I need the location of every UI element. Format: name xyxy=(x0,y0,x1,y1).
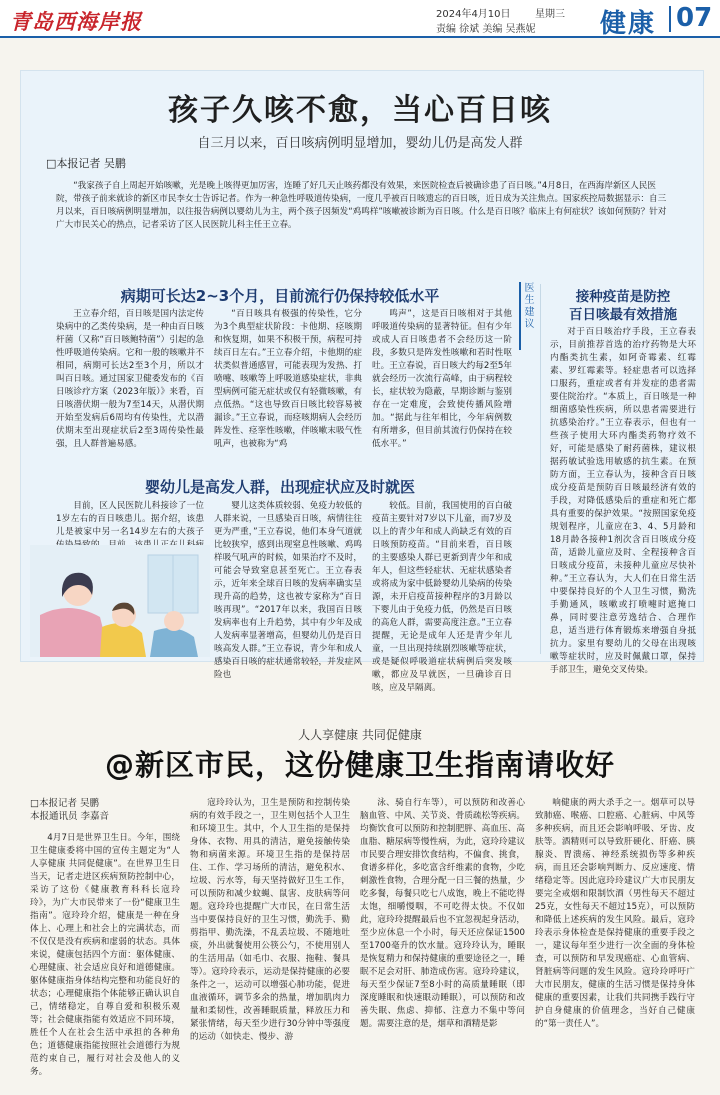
section1-col2: “百日咳具有极强的传染性，它分为3个典型症状阶段：卡他期、痉咳期和恢复期，如果不积极干预，病程可持续百日左右。”王立春介绍，卡他期的症状类似普通感冒，可能表现为发热、打喷嚏、咳嗽等上呼吸道感染症状，非典型病例可能无症状或仅有轻微咳嗽，有点低热。“这也导致百日咳比较容易被漏诊。”王立春说，而痉咳期病人会经历阵发性、痉挛性咳嗽，伴咳嗽末吸气性吼声，也被称为“鸡 xyxy=(214,309,362,449)
bottom-byline xyxy=(30,797,109,823)
section1-col3: 鸣声”，这是百日咳相对于其他呼吸道传染病的显著特征。但有少年或成人百日咳患者不会经历这一阶段，多数只是阵发性咳嗽和若时性呕吐。王立春说，百日咳大约每2至5年就会经历一次流行高峰，由于病程较长，症状较为隐蔽，早期诊断与鉴别存在一定难度，会致使传播风险增加。“据此与往年相比，今年病例数有所增多，但目前其流行仍保持在较低水平。” xyxy=(372,309,512,449)
bottom-col4: 响健康的两大杀手之一。烟草可以导致肺癌、喉癌、口腔癌、心脏病、中风等多种疾病，而且还会影响呼吸、牙齿、皮肤等。酒精则可以导致肝硬化、肝癌、胰腺炎、胃溃疡、神经系统损伤等多种疾病，而且还会影响判断力、反应速度、情绪稳定等。因此寇玲玲建议广大市民朋友要完全戒烟和限制饮酒（男性每天不超过25克，女性每天不超过15克），可以预防和降低上述疾病的发生风险。最后，寇玲玲表示身体检查是保持健康的重要手段之一，建议每年至少进行一次全面的身体检查，可以预防和早发现癌症、心血管病、肾脏病等问题的发生风险。寇玲玲呼吁广大市民朋友，健康的生活习惯是保持身体健康的重要因素，让我们共同携手践行守护自身健康的价值理念，当好自己健康的“第一责任人”。 xyxy=(535,798,695,1029)
bottom-col2: 寇玲玲认为，卫生是预防和控制传染病的有效手段之一，卫生则包括个人卫生和环境卫生。其中，个人卫生指的是保持身体、衣物、用具的清洁，避免接触传染物和病菌来源。环境卫生指的是保持居住、工作、学习场所的清洁，避免积水、垃圾、污水等，每天坚持做好卫生工作，可以预防和减少蚊蝇、鼠害、皮肤病等问题。寇玲玲也提醒广大市民，在日常生活当中要保持良好的卫生习惯，勤洗手、勤剪指甲、勤洗澡，不乱丢垃圾、不随地吐痰，外出就餐使用公筷公勺，不使用别人的生活用品（如毛巾、衣服、拖鞋、餐具等）。寇玲玲表示，运动是保持健康的必要条件之一，运动可以增强心肺功能，促进血液循环，调节多余的热量，增加肌肉力量和柔韧性，改善睡眠质量，释放压力和紧张情绪，每天至少进行30分钟中等强度的运动（如快走、慢步、游 xyxy=(190,798,350,1042)
section2-heading: 婴幼儿是高发人群，出现症状应及时就医 xyxy=(144,478,415,496)
section1-col1: 王立春介绍，百日咳是国内法定传染病中的乙类传染病，是一种由百日咳杆菌（又称“百日咳鲍特菌”）引起的急性呼吸道传染病。它和一般的咳嗽并不相同，病期可长达2至3个月，所以才叫百日咳。通过国家卫健委发布的《百日咳诊疗方案（2023年版）》来看，百日咳潜伏期一般为7至14天，从潜伏期开始至发病后6周均有传染性，尤以潜伏期末至出现症状后2至3周传染性最强，且人群普遍易感。 xyxy=(56,309,204,449)
bottom-col1: 4月7日是世界卫生日。今年，围绕卫生健康委将中国的宣传主题定为“人人享健康 共同促健康”。在世界卫生日当天，记者走进区疾病预防控制中心，采访了这份《健康教育科科长寇玲玲》，为广大市民带来了一份“健康卫生指南”。寇玲玲介绍，健康是一种在身体上、心理上和社会上的完满状态，而不仅仅是没有疾病和虚弱的状态。具体来说，健康包括四个方面：躯体健康、心理健康、社会适应良好和道德健康。躯体健康指身体结构完整和功能良好的状态；心理健康指个体能够正确认识自己，情绪稳定，自尊自爱和积极乐观等；社会健康指能有效适应不同环境，胜任个人在社会生活中承担的各种角色；道德健康指能按照社会道德行为规范约束自己，履行对社会及他人的义务。 xyxy=(30,833,180,1077)
lead-intro: “我家孩子自上周起开始咳嗽，光是晚上咳得更加厉害，连睡了好几天止咳药都没有效果，来医院检查后被确诊患了百日咳。”4月8日，在西海岸新区人民医院，带孩子前来就诊的新区市民李女士告诉记者。作为一种急性呼吸道传染病，一度几乎被百日咳遗忘的百日咳，近日成为关注焦点。国家疾控局数据显示：自三月以来，百日咳病例明显增加，以往报告病例以婴幼儿为主，两个孩子因频发“鸡鸣样”咳嗽被诊断为百日咳。什么是百日咳？临床上有何症状？该如何预防？针对广大市民关心的热点，记者采访了区人民医院儿科主任王立春。 xyxy=(56,181,667,230)
header-divider xyxy=(669,6,671,32)
page-number: 07 xyxy=(676,3,713,33)
section2-col1: 目前，区人民医院儿科接诊了一位1岁左右的百日咳患儿。据介绍，该患儿是被家中另一名14岁左右的大孩子 xyxy=(56,501,204,537)
lead-subheadline: 自三月以来，百日咳病例明显增加，婴幼儿仍是高发人群 xyxy=(197,136,523,151)
bottom-col3: 泳、骑自行车等），可以预防和改善心脑血管、中风、关节炎、骨质疏松等疾病。均衡饮食可以预防和控制肥胖、高血压、高血脂、糖尿病等慢性病，为此，寇玲玲建议市民要合理安排饮食结构，不偏食、挑食，食谱多样化，多吃富含纤维素的食物，少吃刺激性食物，合理分配一日三餐的热量，少吃多餐，每餐只吃七八成饱，晚上不能吃得太饱，细嚼慢咽，不可吃得太快。不仅如此，寇玲玲提醒最后也不宜忽视起身活动，至少应休息一个小时，每天还应保证1500至1700毫升的饮水量。寇玲玲认为，睡眠是恢复精力和保持健康的重要途径之一，睡眠不足会对肝、肺造成伤害。寇玲玲建议，每天至少保证7至8小时的高质量睡眠（即深度睡眠和快速眼动睡眠），可以预防和改善失眠、焦虑、抑郁、注意力不集中等问题。需要注意的是，烟草和酒精是影 xyxy=(360,798,525,1029)
issue-date: 2024年4月10日 xyxy=(436,9,511,20)
issue-weekday: 星期三 xyxy=(535,9,565,20)
lead-headline: 孩子久咳不愈，当心百日咳 xyxy=(168,93,552,128)
section-name: 健康 xyxy=(600,9,657,39)
section2-col3: 较低。目前，我国使用的百白破疫苗主要针对7岁以下儿童，而7岁及以上的青少年和成人尚缺乏有效的百日咳预防疫苗。“目前来看，百日咳的主要感染人群已更新到青少年和成年人，但这些轻症状、无症状感染者或将成为家中低龄婴幼儿染病的传染源，未开启疫苗接种程序的3月龄以下婴儿由于免疫力低，仍然是百日咳的高危人群，需要高度注意。”王立春提醒，无论是成年人还是青少年儿童，一旦出现持续剧烈咳嗽等症状，或是疑似呼吸道症状病例后突发咳嗽，都应及早就医，一旦确诊百日咳，应及早隔离。 xyxy=(372,501,512,693)
editors-credit: 责编 徐斌 美编 吴燕妮 xyxy=(436,24,536,35)
bottom-tagline: 人人享健康 共同促健康 xyxy=(298,728,422,742)
bottom-byline-correspondent: 本报通讯员 李嘉音 xyxy=(30,811,110,822)
mother-child-illustration xyxy=(30,545,210,657)
bottom-byline-reporter: □本报记者 吴鹏 xyxy=(30,798,99,809)
section2-col2: 婴儿这类体质较弱、免疫力较低的人群来说，一旦感染百日咳，病情往往更为严重，”王立春说，他们本身气道就比较狭窄，感到出现窒息性咳嗽、鸡鸣样吸气吼声的时候，如果治疗不及时，可能会导致窒息甚至死亡。王立春表示，近年来全球百日咳的发病率确实呈现升高的趋势，这也被专家称为“百日咳再现”。“2017年以来，我国百日咳发病率也有上升趋势，其中有少年及成人发病率显著增高，但婴幼儿仍是百日咳高发人群。”王立春说，青少年和成人感染百日咳的症状通常较轻，并发症风险也 xyxy=(214,501,362,680)
newspaper-logo: 青岛西海岸报 xyxy=(10,9,142,34)
lead-byline: □本报记者 吴鹏 xyxy=(46,157,126,170)
sidebar-body: 对于百日咳治疗手段，王立春表示，目前推荐首选的治疗药物是大环内酯类抗生素，如阿奇霉素、红霉素、罗红霉素等。轻症患者可以选择口服药，重症或者有并发症的患者需要住院治疗。“本质上，百日咳是一种细菌感染性疾病，所以患者需要进行抗感染治疗。”王立春表示，但也有一些孩子使用大环内酯类药物疗效不好，可能是感染了耐药菌株，建议根据药敏试验选用敏感的抗生素。在预防方面，王立春认为，接种含百日咳成分疫苗是预防百日咳最经济有效的手段，对降低感染后的重症和死亡都具有重要的保护效果。“按照国家免疫规划程序，儿童应在3、4、5月龄和18月龄各接种1剂次含百日咳成分疫苗，适龄儿童应及时、全程接种含百日咳成分疫苗，未接种儿童应尽快补种。”王立春认为，大人们在日常生活中要保持良好的个人卫生习惯，勤洗手勤通风，咳嗽或打喷嚏时遮掩口鼻，同时要注意劳逸结合、合理作息，适当进行体育锻炼来增强自身抵抗力。家里有婴幼儿的父母在出现咳嗽等症状时，应及时佩戴口罩，保持手部卫生，避免交叉传染。 xyxy=(550,327,696,675)
sidebar-heading-line2: 百日咳最有效措施 xyxy=(569,307,677,323)
sidebar-label: 医生建议 xyxy=(519,282,535,350)
section1-heading: 病期可长达2~3个月，目前流行仍保持较低水平 xyxy=(120,287,440,305)
column-divider xyxy=(540,284,541,654)
sidebar-heading-line1: 接种疫苗是防控 xyxy=(575,289,671,305)
bottom-headline: @新区市民，这份健康卫生指南请收好 xyxy=(104,748,615,782)
